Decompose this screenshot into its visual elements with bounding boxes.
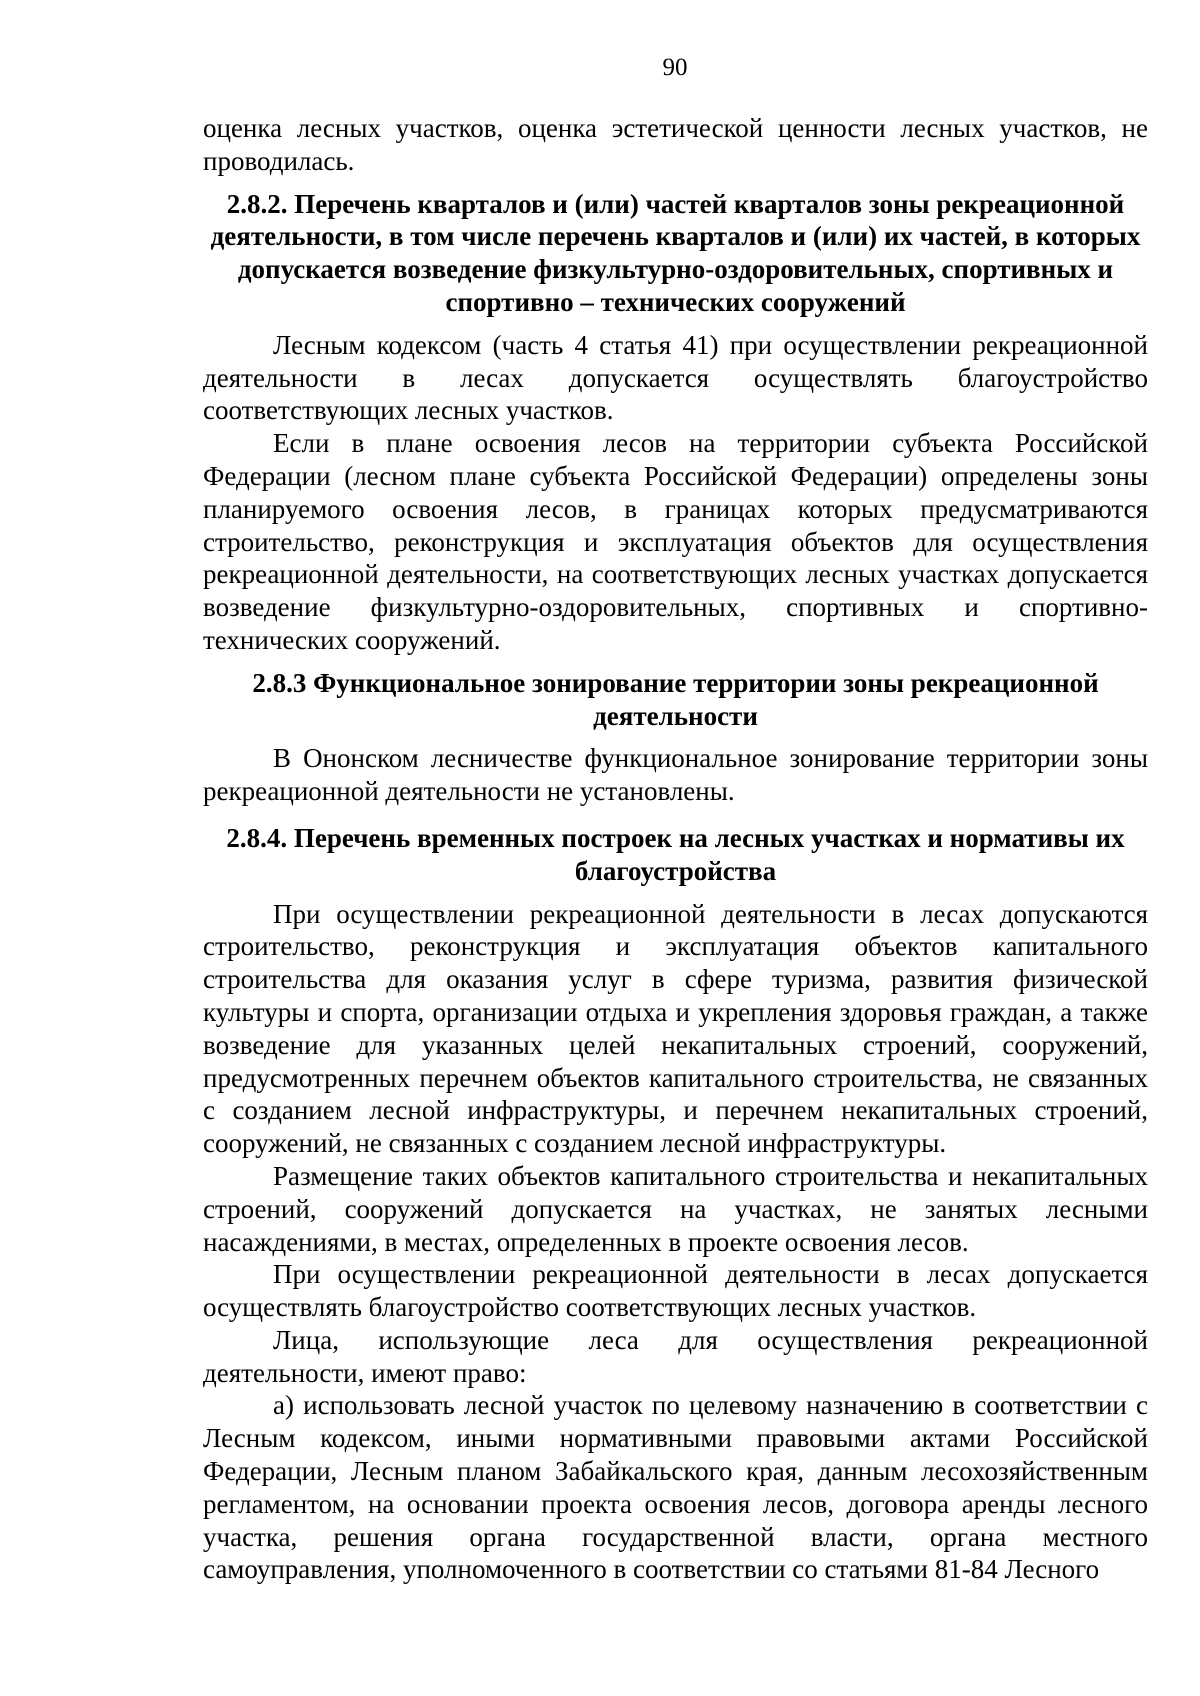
paragraph-2-8-2-2: Если в плане освоения лесов на территории субъекта Российской Федерации (лесном плане субъекта Российской Федерации) определены зоны планируемого освоения лесов, в границах которых предусматриваются строительство, реконструкция и эксплуатация объектов для осуществления рекреационной деятельности, на соответствующих лесных участках допускается возведение физкультурно-оздоровительных, спортивных и спортивно-технических сооружений. (203, 428, 1148, 655)
intro-paragraph: оценка лесных участков, оценка эстетической ценности лесных участков, не проводилась. (203, 113, 1148, 176)
paragraph-2-8-3-1: В Ононском лесничестве функциональное зонирование территории зоны рекреационной деятельности не установлены. (203, 743, 1148, 807)
page-content (203, 112, 1148, 1586)
heading-2-8-4: 2.8.4. Перечень временных построек на лесных участках и нормативы их благоустройства (226, 822, 1125, 886)
heading-2-8-2: 2.8.2. Перечень кварталов и (или) частей кварталов зоны рекреационной деятельности, в том числе перечень кварталов и (или) их частей, в которых допускается возведение физкультурно-оздоровительных, спортивных и спортивно – технических сооружений (210, 188, 1141, 317)
page-number: 90 (662, 54, 688, 81)
paragraph-2-8-4-3: При осуществлении рекреационной деятельности в лесах допускается осуществлять благоустройство соответствующих лесных участков. (203, 1259, 1148, 1323)
paragraph-2-8-4-1: При осуществлении рекреационной деятельности в лесах допускаются строительство, реконструкция и эксплуатация объектов капитального строительства для оказания услуг в сфере туризма, развития физической культуры и спорта, организации отдыха и укрепления здоровья граждан, а также возведение для указанных целей некапитальных строений, сооружений, предусмотренных перечнем объектов капитального строительства, не связанных с созданием лесной инфраструктуры, и перечнем некапитальных строений, сооружений, не связанных с созданием лесной инфраструктуры. (203, 898, 1148, 1159)
paragraph-2-8-4-2: Размещение таких объектов капитального строительства и некапитальных строений, сооружений допускается на участках, не занятых лесными насаждениями, в местах, определенных в проекте освоения лесов. (203, 1160, 1148, 1257)
heading-2-8-3: 2.8.3 Функциональное зонирование территории зоны рекреационной деятельности (252, 667, 1099, 731)
paragraph-2-8-4-5: а) использовать лесной участок по целевому назначению в соответствии с Лесным кодексом, иными нормативными правовыми актами Российской Федерации, Лесным планом Забайкальского края, данным лесохозяйственным регламентом, на основании проекта освоения лесов, договора аренды лесного участка, решения органа государственной власти, органа местного самоуправления, уполномоченного в соответствии со статьями 81-84 Лесного (203, 1390, 1148, 1585)
paragraph-2-8-2-1: Лесным кодексом (часть 4 статья 41) при осуществлении рекреационной деятельности в лесах допускается осуществлять благоустройство соответствующих лесных участков. (203, 329, 1148, 426)
paragraph-2-8-4-4: Лица, использующие леса для осуществления рекреационной деятельности, имеют право: (203, 1324, 1148, 1388)
